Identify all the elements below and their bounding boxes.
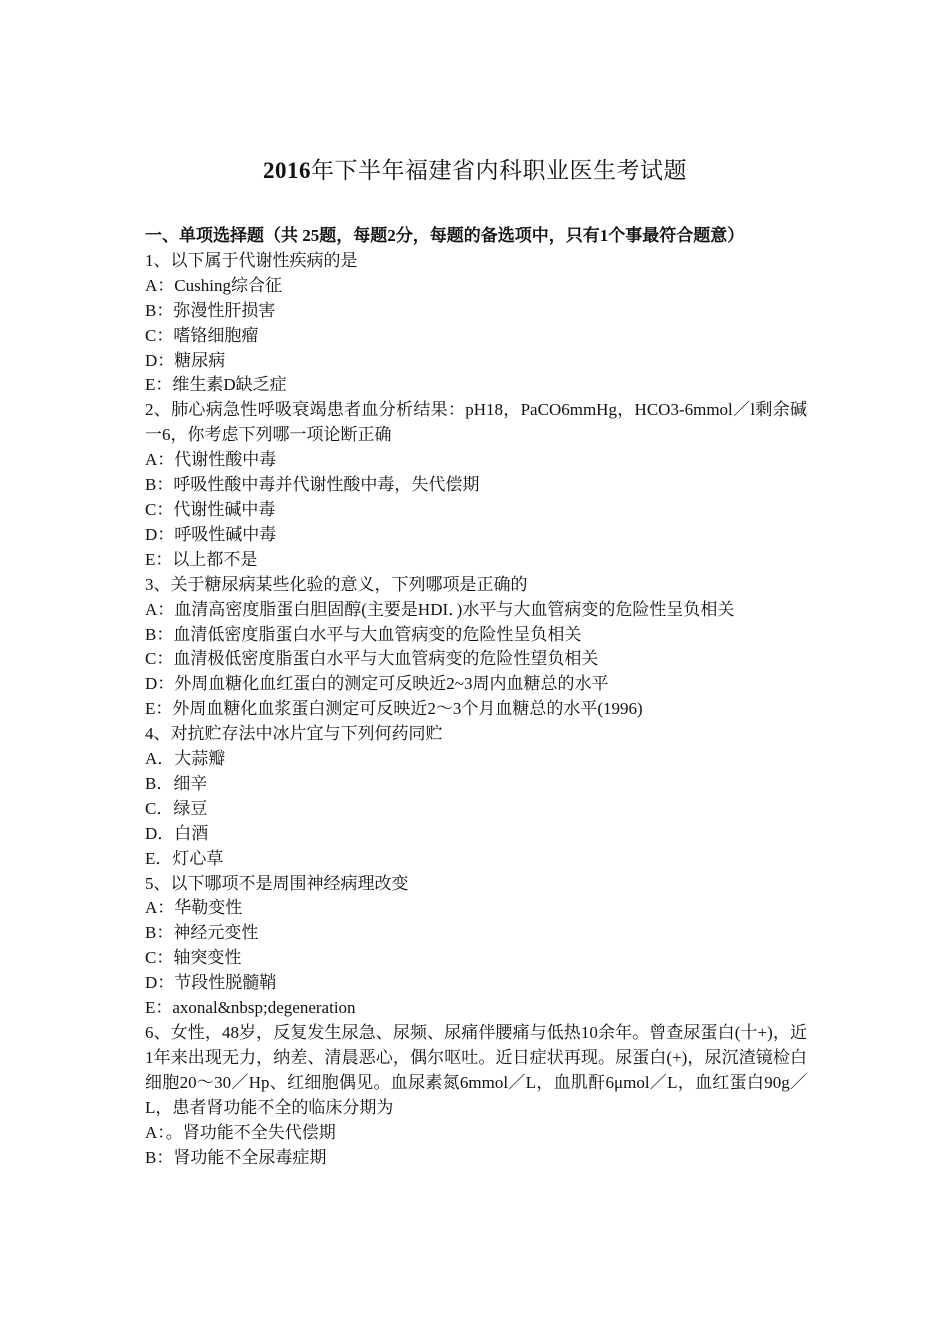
option-e: E：axonal&nbsp;degeneration — [145, 998, 356, 1018]
document-title — [0, 152, 950, 185]
question-4 — [145, 722, 807, 871]
option-c: C：血清极低密度脂蛋白水平与大血管病变的危险性望负相关 — [145, 649, 599, 669]
question-3 — [145, 573, 807, 722]
question-stem: 6、女性，48岁，反复发生尿急、尿频、尿痛伴腰痛与低热10余年。曾查尿蛋白(十+)，近1年来出现无力，纳差、清晨恶心，偶尔呕吐。近日症状再现。尿蛋白(+)，尿沉渣镜检白细胞20～30／Hp、红细胞偶见。血尿素氮6mmol／L，血肌酐6μmol／L，血红蛋白90g／L，患者肾功能不全的临床分期为 — [145, 1023, 807, 1117]
option-e: E：以上都不是 — [145, 549, 258, 569]
question-stem: 1、以下属于代谢性疾病的是 — [145, 250, 358, 270]
option-a: A．大蒜瓣 — [145, 749, 226, 769]
option-a: A：代谢性酸中毒 — [145, 450, 277, 470]
option-b: B：血清低密度脂蛋白水平与大血管病变的危险性呈负相关 — [145, 624, 582, 644]
option-c: C：轴突变性 — [145, 948, 242, 968]
option-a: A：Cushing综合征 — [145, 275, 282, 295]
question-stem: 4、对抗贮存法中冰片宜与下列何药同贮 — [145, 724, 443, 744]
question-1 — [145, 249, 807, 398]
option-d: D：糖尿病 — [145, 350, 226, 370]
option-a: A：。肾功能不全失代偿期 — [145, 1122, 336, 1142]
option-d: D：外周血糖化血红蛋白的测定可反映近2~3周内血糖总的水平 — [145, 674, 609, 694]
section-heading: 一、单项选择题（共 25题，每题2分，每题的备选项中，只有1个事最符合题意） — [145, 226, 745, 245]
option-c: C：代谢性碱中毒 — [145, 499, 276, 519]
option-e: E．灯心草 — [145, 848, 224, 868]
option-b: B．细辛 — [145, 773, 208, 793]
option-a: A：华勒变性 — [145, 898, 243, 918]
option-c: C．绿豆 — [145, 798, 208, 818]
option-a: A：血清高密度脂蛋白胆固醇(主要是HDI．)水平与大血管病变的危险性呈负相关 — [145, 599, 735, 619]
option-c: C：嗜铬细胞瘤 — [145, 325, 259, 345]
option-e: E：外周血糖化血浆蛋白测定可反映近2～3个月血糖总的水平(1996) — [145, 699, 643, 719]
question-5 — [145, 872, 807, 1021]
option-d: D．白酒 — [145, 823, 209, 843]
option-e: E：维生素D缺乏症 — [145, 375, 287, 395]
option-b: B：弥漫性肝损害 — [145, 300, 276, 320]
option-d: D：呼吸性碱中毒 — [145, 524, 277, 544]
option-d: D：节段性脱髓鞘 — [145, 973, 277, 993]
option-b: B：呼吸性酸中毒并代谢性酸中毒，失代偿期 — [145, 475, 480, 495]
title-text: 年下半年福建省内科职业医生考试题 — [311, 158, 687, 183]
option-b: B：肾功能不全尿毒症期 — [145, 1147, 327, 1167]
question-6 — [145, 1021, 807, 1170]
question-stem: 5、以下哪项不是周围神经病理改变 — [145, 873, 409, 893]
question-2 — [145, 398, 807, 572]
title-year: 2016 — [263, 158, 311, 183]
option-b: B：神经元变性 — [145, 923, 259, 943]
question-stem: 3、关于糖尿病某些化验的意义，下列哪项是正确的 — [145, 574, 528, 594]
question-stem: 2、肺心病急性呼吸衰竭患者血分析结果：pH18，PaCO6mmHg，HCO3-6mmol／l剩余碱一6，你考虑下列哪一项论断正确 — [145, 400, 807, 445]
document-body — [145, 224, 807, 1170]
